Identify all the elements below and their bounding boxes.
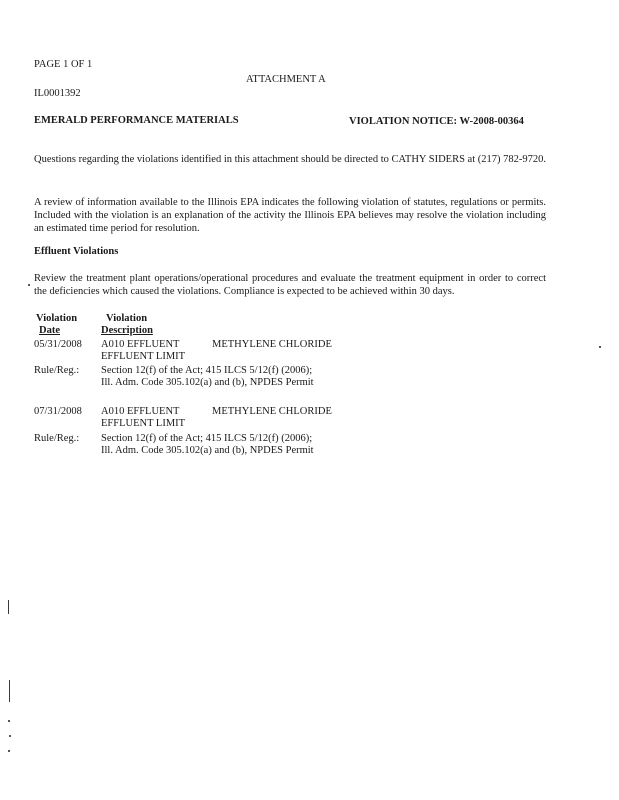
violation-parameter: METHYLENE CHLORIDE [212, 339, 332, 350]
violation-limit: EFFLUENT LIMIT [101, 351, 186, 362]
description-column-header-line1: Violation [106, 313, 148, 324]
scan-mark [9, 680, 10, 702]
scan-dot [8, 750, 10, 752]
scan-dot [8, 720, 10, 722]
rule-citation-line1: Section 12(f) of the Act; 415 ILCS 5/12(f) (2006); [101, 365, 313, 376]
rule-reg-label: Rule/Reg.: [34, 433, 80, 444]
rule-citation-line2: Ill. Adm. Code 305.102(a) and (b), NPDES Permit [101, 445, 314, 456]
description-column-header-line2: Description [101, 325, 153, 336]
page-number: PAGE 1 OF 1 [34, 59, 93, 70]
violation-notice-number: VIOLATION NOTICE: W-2008-00364 [349, 116, 524, 127]
attachment-title: ATTACHMENT A [246, 74, 326, 85]
section-paragraph: Review the treatment plant operations/operational procedures and evaluate the treatment equipment in order to correct the deficiencies which caused the violations. Compliance is expected to be achieved within 30 days. [34, 273, 546, 297]
scan-dot [9, 735, 11, 737]
violation-code: A010 EFFLUENT [101, 339, 180, 350]
review-paragraph: A review of information available to the Illinois EPA indicates the following violation of statutes, regulations or permits. Included with the violation is an explanation of the activity the Illinois EPA believes may resolve the violation including an estimated time period for resolution. [34, 197, 546, 234]
violation-code: A010 EFFLUENT [101, 406, 180, 417]
scan-mark [8, 600, 9, 614]
violation-parameter: METHYLENE CHLORIDE [212, 406, 332, 417]
scan-dot [28, 284, 30, 286]
violation-date: 05/31/2008 [34, 339, 82, 350]
company-name: EMERALD PERFORMANCE MATERIALS [34, 115, 239, 126]
scan-dot [599, 346, 601, 348]
date-column-header-line1: Violation [36, 313, 78, 324]
violation-limit: EFFLUENT LIMIT [101, 418, 186, 429]
violation-date: 07/31/2008 [34, 406, 82, 417]
rule-citation-line1: Section 12(f) of the Act; 415 ILCS 5/12(f) (2006); [101, 433, 313, 444]
rule-reg-label: Rule/Reg.: [34, 365, 80, 376]
questions-paragraph: Questions regarding the violations identified in this attachment should be directed to CATHY SIDERS at (217) 782-9720. [34, 154, 546, 165]
date-column-header-line2: Date [39, 325, 60, 336]
facility-id: IL0001392 [34, 88, 81, 99]
section-heading: Effluent Violations [34, 246, 119, 257]
rule-citation-line2: Ill. Adm. Code 305.102(a) and (b), NPDES Permit [101, 377, 314, 388]
